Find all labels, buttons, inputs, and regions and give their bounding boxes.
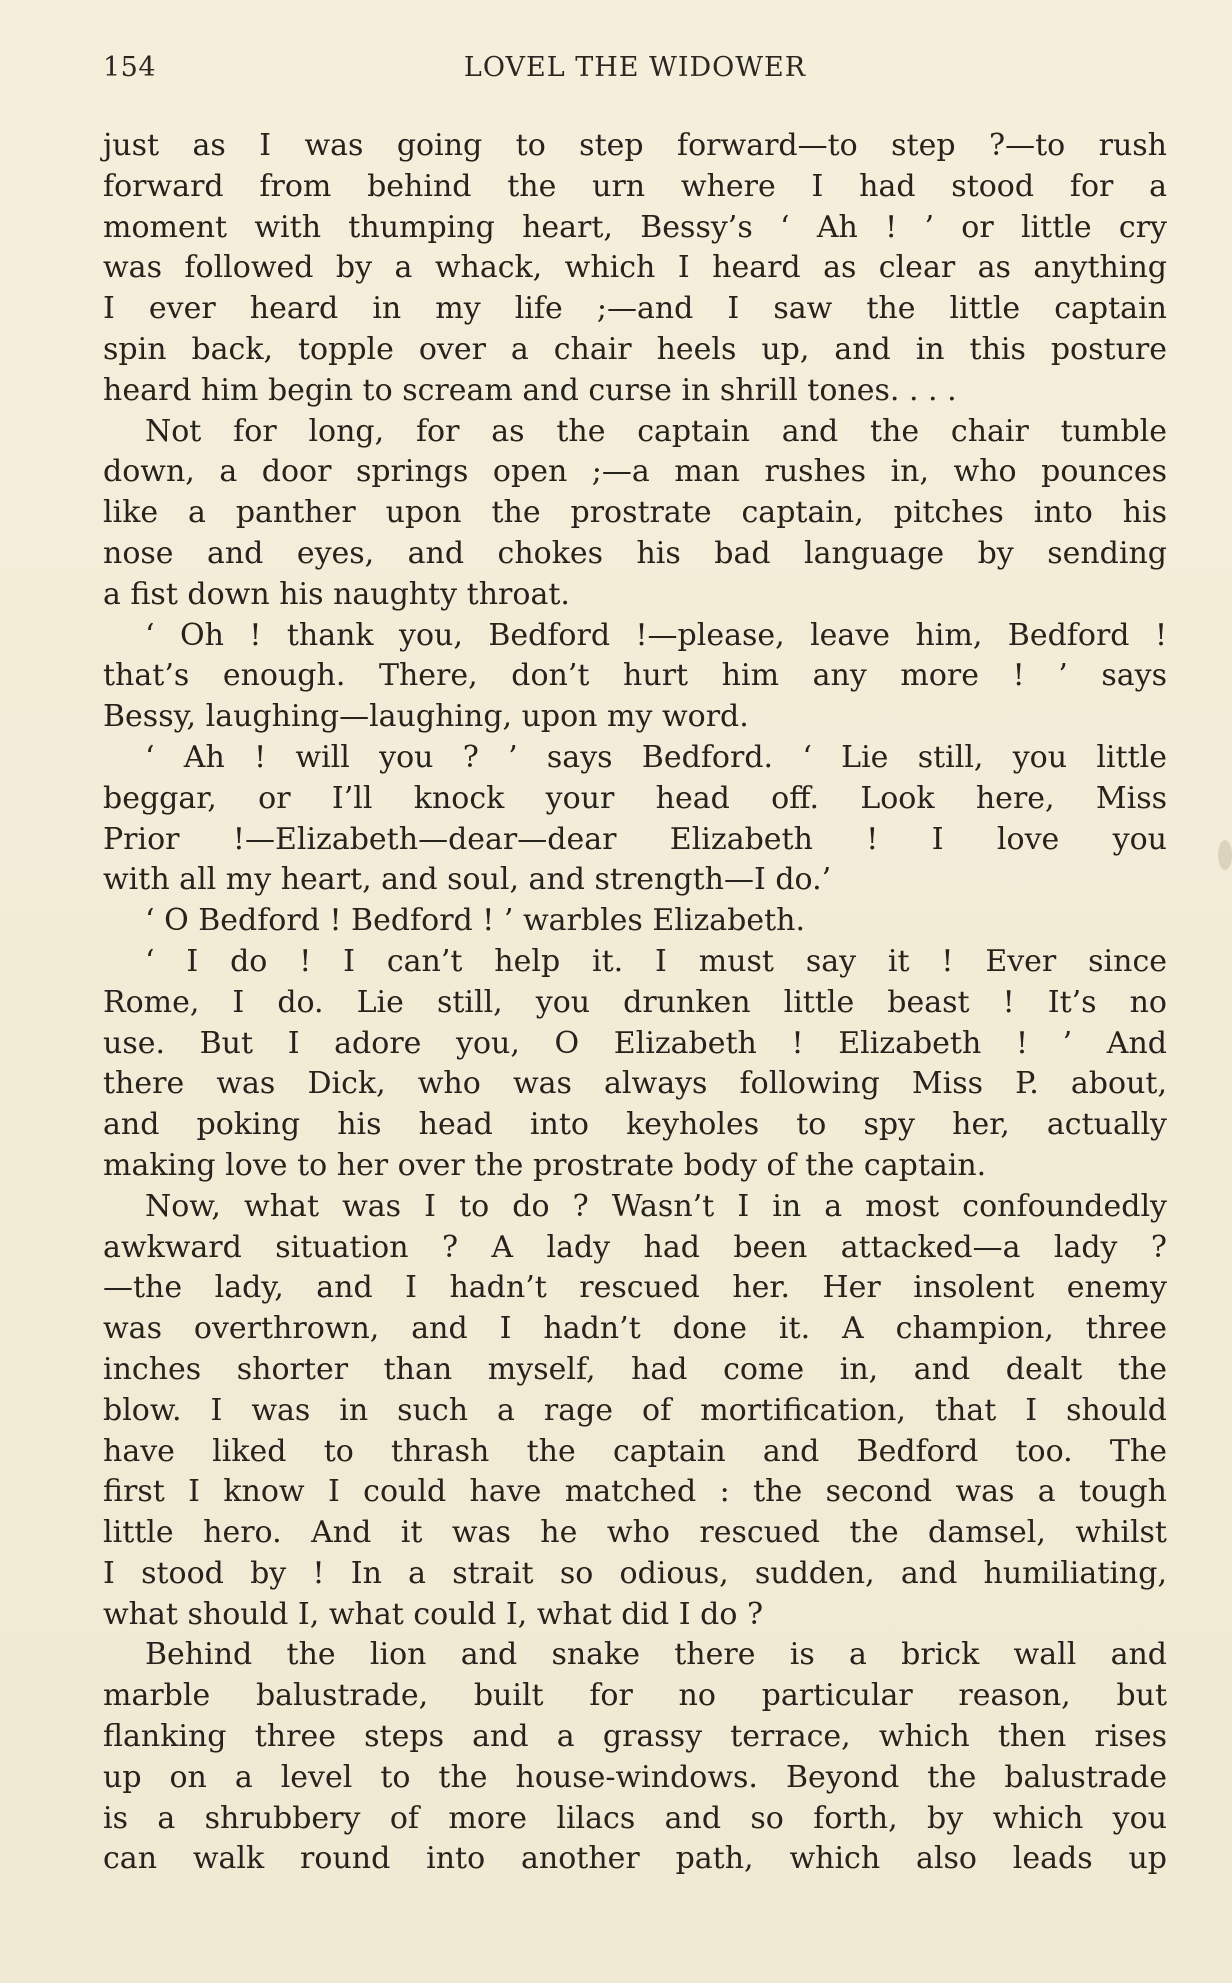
text-line: first I know I could have matched : the second was a tough [103,1474,1167,1510]
text-line: little hero. And it was he who rescued the damsel, whilst [103,1515,1167,1551]
text-line: Prior !—Elizabeth—dear—dear Elizabeth ! I love you [103,821,1167,857]
text-line: like a panther upon the prostrate captain, pitches into his [103,495,1167,531]
text-line: that’s enough. There, don’t hurt him any more ! ’ says [103,658,1167,694]
text-line: a fist down his naughty throat. [103,576,570,612]
text-line: ‘ O Bedford ! Bedford ! ’ warbles Elizabeth. [145,903,805,939]
text-line: down, a door springs open ;—a man rushes in, who pounces [103,454,1167,490]
text-line: spin back, topple over a chair heels up, and in this posture [103,331,1167,367]
text-line: what should I, what could I, what did I do ? [103,1596,764,1632]
text-line: up on a level to the house-windows. Beyond the balustrade [103,1759,1167,1795]
text-line: ‘ Ah ! will you ? ’ says Bedford. ‘ Lie still, you little [145,739,1167,775]
text-line: is a shrubbery of more lilacs and so forth, by which you [103,1800,1167,1836]
text-line: with all my heart, and soul, and strength—I do.’ [103,862,832,898]
text-line: use. But I adore you, O Elizabeth ! Elizabeth ! ’ And [103,1025,1167,1061]
text-line: Now, what was I to do ? Wasn’t I in a most confoundedly [145,1188,1167,1224]
text-line: and poking his head into keyholes to spy her, actually [103,1107,1167,1143]
text-line: can walk round into another path, which also leads up [103,1841,1167,1877]
text-line: there was Dick, who was always following Miss P. about, [103,1066,1167,1102]
text-line: forward from behind the urn where I had stood for a [103,168,1167,204]
text-line: ‘ Oh ! thank you, Bedford !—please, leave him, Bedford ! [145,617,1167,653]
text-line: was followed by a whack, which I heard as clear as anything [103,250,1167,286]
running-title: LOVEL THE WIDOWER [463,52,807,83]
text-line: making love to her over the prostrate body of the captain. [103,1147,987,1183]
page-header [103,52,1167,92]
text-line: ‘ I do ! I can’t help it. I must say it ! Ever since [145,943,1167,979]
text-line: nose and eyes, and chokes his bad language by sending [103,535,1167,571]
text-line: was overthrown, and I hadn’t done it. A champion, three [103,1311,1167,1347]
text-line: moment with thumping heart, Bessy’s ‘ Ah ! ’ or little cry [103,209,1167,245]
text-line: blow. I was in such a rage of mortification, that I should [103,1392,1167,1428]
text-line: inches shorter than myself, had come in, and dealt the [103,1351,1167,1387]
text-line: Behind the lion and snake there is a brick wall and [145,1637,1167,1673]
text-line: heard him begin to scream and curse in shrill tones. . . . [103,372,957,408]
text-line: flanking three steps and a grassy terrace, which then rises [103,1719,1167,1755]
text-line: Not for long, for as the captain and the chair tumble [145,413,1167,449]
body-text [103,126,1167,1880]
text-line: beggar, or I’ll knock your head off. Look here, Miss [103,780,1167,816]
text-line: I stood by ! In a strait so odious, sudden, and humiliating, [103,1555,1167,1591]
text-line: Bessy, laughing—laughing, upon my word. [103,699,749,735]
text-line: marble balustrade, built for no particular reason, but [103,1678,1167,1714]
text-line: Rome, I do. Lie still, you drunken little beast ! It’s no [103,984,1167,1020]
text-line: —the lady, and I hadn’t rescued her. Her insolent enemy [103,1270,1167,1306]
text-line: awkward situation ? A lady had been attacked—a lady ? [103,1229,1167,1265]
page-number: 154 [103,52,157,83]
text-line: have liked to thrash the captain and Bedford too. The [103,1433,1167,1469]
text-line: I ever heard in my life ;—and I saw the little captain [103,291,1167,327]
page-blemish [1218,840,1232,870]
text-line: just as I was going to step forward—to step ?—to rush [103,128,1167,163]
